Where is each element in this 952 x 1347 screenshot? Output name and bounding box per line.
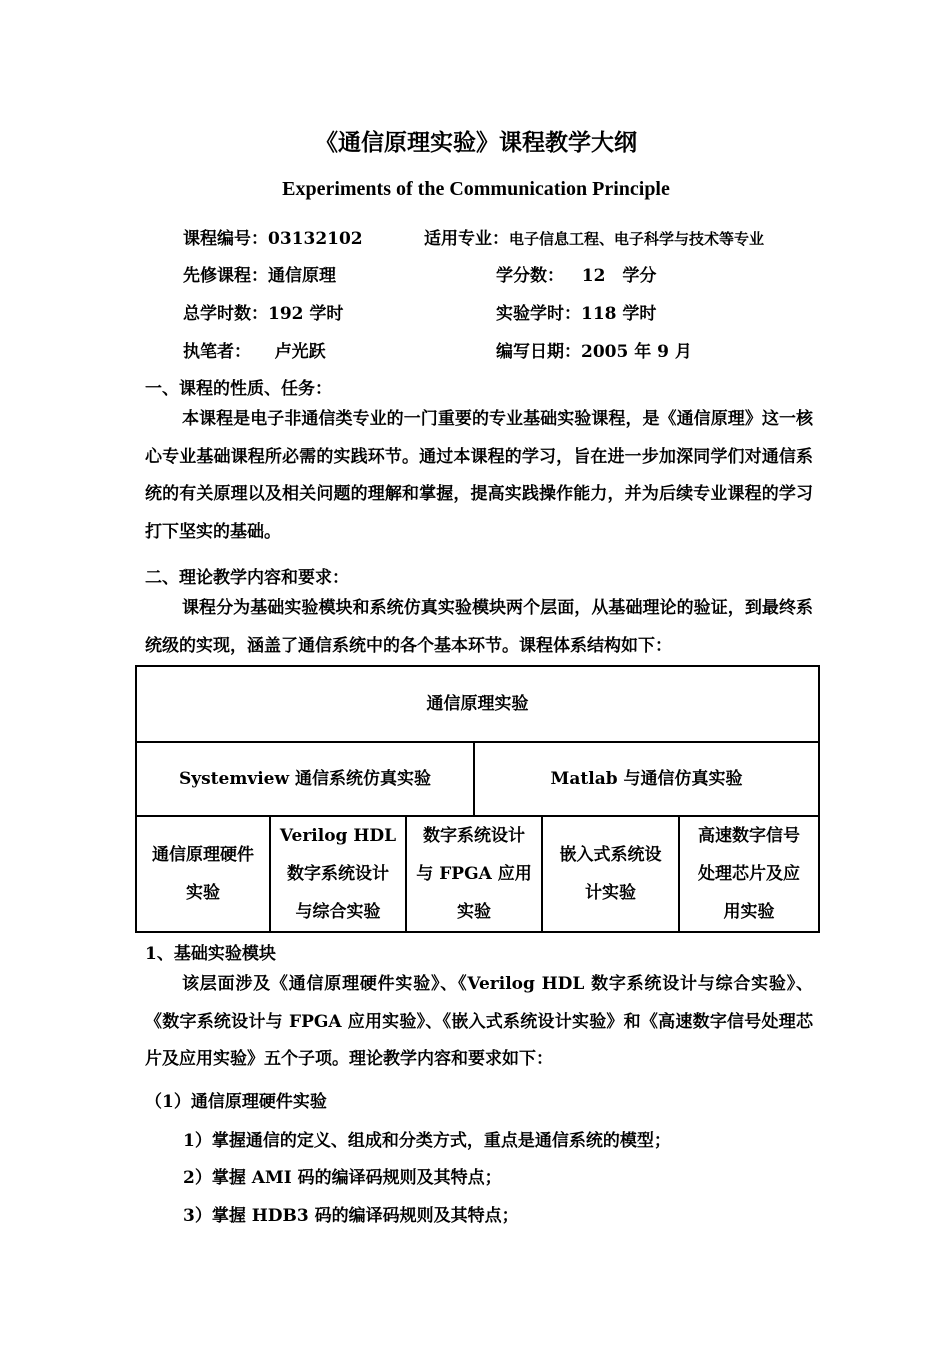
author-label: 执笔者： [183, 342, 251, 362]
total-hours-label: 总学时数： [183, 304, 268, 324]
total-hours-row [183, 299, 343, 324]
cell-line: 处理芯片及应 [698, 864, 801, 884]
section1-heading: 一、课程的性质、任务： [145, 379, 332, 399]
credits-label: 学分数： [496, 266, 564, 286]
section1-paragraph: 本课程是电子非通信类专业的一门重要的专业基础实验课程，是《通信原理》这一核心专业基础课程所必需的实践环节。通过本课程的学习，旨在进一步加深同学们对通信系统的有关原理以及相关问题的理解和掌握，提高实践操作能力，并为后续专业课程的学习打下坚实的基础。 [145, 409, 813, 543]
cell-line: 数字系统设计 [287, 864, 389, 884]
prereq-label: 先修课程： [183, 266, 268, 286]
course-code-value: 03132102 [268, 229, 363, 249]
structure-dsp-cell [679, 816, 819, 932]
module1-subheading: （1）通信原理硬件实验 [145, 1092, 327, 1112]
credits-value: 12 学分 [581, 266, 657, 286]
cell-line: 实验 [186, 883, 220, 903]
date-row [496, 337, 692, 362]
cell-line: 高速数字信号 [698, 826, 801, 846]
requirement-item: 3）掌握 HDB3 码的编译码规则及其特点； [183, 1206, 519, 1226]
date-value: 2005 年 9 月 [581, 342, 692, 362]
course-structure-table [135, 665, 820, 933]
cell-line: 与综合实验 [295, 902, 381, 922]
total-hours-value: 192 学时 [268, 304, 344, 324]
cell-line: 实验 [457, 902, 491, 922]
requirement-item: 1）掌握通信的定义、组成和分类方式，重点是通信系统的模型； [183, 1131, 671, 1151]
cell-line: 计实验 [585, 883, 636, 903]
lab-hours-value: 118 学时 [581, 304, 657, 324]
major-row [424, 224, 764, 249]
course-code-label: 课程编号： [183, 229, 268, 249]
structure-embedded-cell [542, 816, 679, 932]
structure-matlab-cell: Matlab 与通信仿真实验 [474, 742, 819, 816]
module1-heading: 1、基础实验模块 [145, 944, 276, 964]
author-row [183, 337, 326, 362]
cell-line: 嵌入式系统设 [559, 845, 662, 865]
structure-hardware-cell [136, 816, 270, 932]
cell-line: 数字系统设计 [423, 826, 525, 846]
cell-line: Verilog HDL [279, 826, 397, 846]
module1-paragraph: 该层面涉及《通信原理硬件实验》、《Verilog HDL 数字系统设计与综合实验》、《数字系统设计与 FPGA 应用实验》、《嵌入式系统设计实验》和《高速数字信号处理芯片及应用实验》五个子项。理论教学内容和要求如下： [145, 974, 813, 1070]
course-code-row [183, 224, 363, 249]
major-value: 电子信息工程、电子科学与技术等专业 [509, 230, 765, 248]
lab-hours-label: 实验学时： [496, 304, 581, 324]
prereq-row [183, 261, 336, 286]
section2-heading: 二、理论教学内容和要求： [145, 568, 349, 588]
page-subtitle: Experiments of the Communication Principle [282, 178, 670, 200]
structure-systemview-cell: Systemview 通信系统仿真实验 [136, 742, 474, 816]
structure-root-cell: 通信原理实验 [136, 666, 819, 742]
date-label: 编写日期： [496, 342, 581, 362]
author-value: 卢光跃 [274, 342, 326, 362]
major-label: 适用专业： [424, 229, 509, 249]
structure-verilog-cell [270, 816, 406, 932]
cell-line: 用实验 [723, 902, 775, 922]
structure-fpga-cell [406, 816, 542, 932]
prereq-value: 通信原理 [268, 266, 336, 286]
credits-row [496, 261, 656, 286]
requirement-item: 2）掌握 AMI 码的编译码规则及其特点； [183, 1168, 502, 1188]
cell-line: 与 FPGA 应用 [416, 864, 532, 884]
section2-paragraph: 课程分为基础实验模块和系统仿真实验模块两个层面，从基础理论的验证，到最终系统级的实现，涵盖了通信系统中的各个基本环节。课程体系结构如下： [145, 598, 813, 656]
cell-line: 通信原理硬件 [152, 845, 254, 865]
lab-hours-row [496, 299, 656, 324]
page-title: 《通信原理实验》课程教学大纲 [315, 130, 637, 156]
